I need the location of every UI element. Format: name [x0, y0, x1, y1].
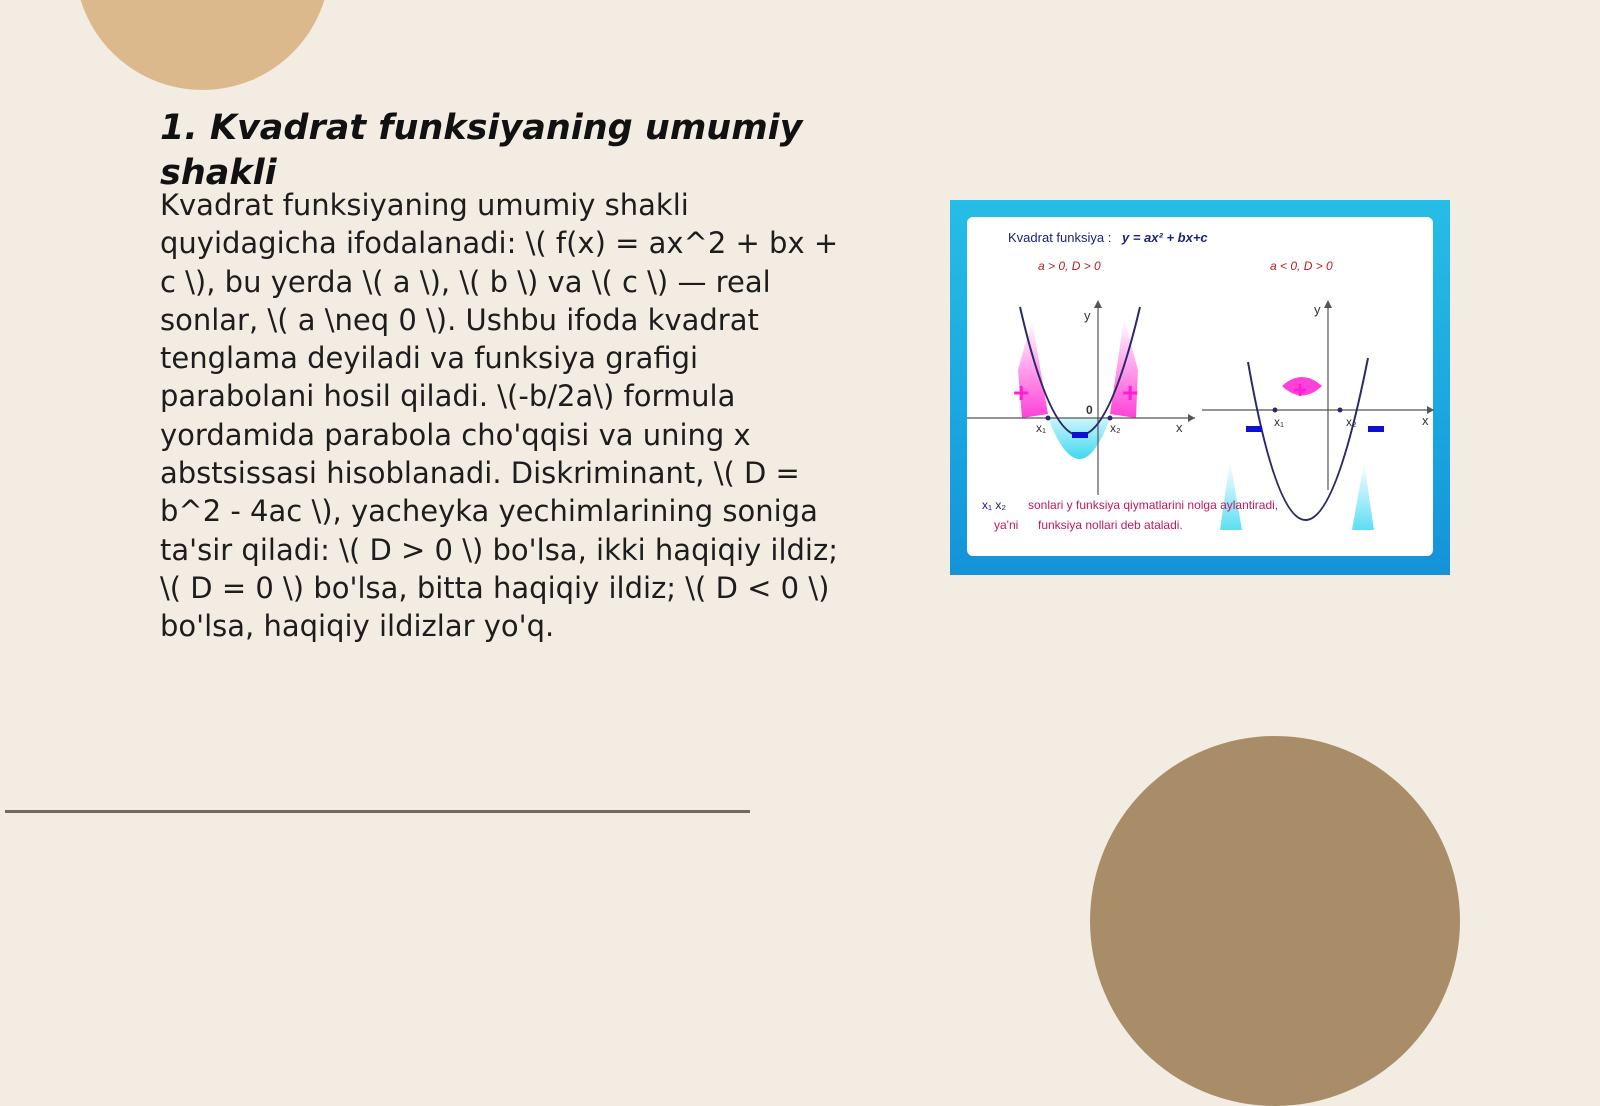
left-x-label: x [1176, 420, 1183, 435]
decorative-circle-bottom [1090, 736, 1460, 1106]
left-root-1-label: x₁ [1036, 421, 1047, 435]
left-root-1-point [1046, 416, 1051, 421]
left-plus-sign-2: + [1122, 377, 1139, 408]
left-root-2-label: x₂ [1110, 421, 1121, 435]
right-x-label: x [1422, 413, 1429, 428]
horizontal-divider [5, 810, 750, 813]
parabola-diagram [950, 200, 1450, 575]
right-condition-label: a < 0, D > 0 [1270, 259, 1333, 273]
left-x-axis-arrow [1188, 414, 1195, 422]
right-root-1-label: x₁ [1274, 415, 1285, 429]
caption-line-2-prefix: ya'ni [994, 518, 1019, 532]
right-minus-sign-2 [1368, 426, 1384, 432]
caption-line-2: funksiya nollari deb ataladi. [1038, 518, 1183, 532]
slide-body-text: Kvadrat funksiyaning umumiy shakli quyidagicha ifodalanadi: \( f(x) = ax^2 + bx + c \), bu yerda \( a \), \( b \) va \( c \) — real sonlar, \( a \neq 0 \). Ushbu ifoda kvadrat tenglama deyiladi va funksiya grafigi parabolani hosil qiladi. \(-b/2a\) formula yordamida parabola cho'qqisi va uning x abstsissasi hisoblanadi. Diskriminant, \( D = b^2 - 4ac \), yacheyka yechimlarining soniga ta'sir qiladi: \( D > 0 \) bo'lsa, ikki haqiqiy ildiz; \( D = 0 \) bo'lsa, bitta haqiqiy ildiz; \( D < 0 \) bo'lsa, haqiqiy ildizlar yo'q. [160, 188, 839, 644]
right-minus-sign-1 [1246, 426, 1262, 432]
right-negative-region-right [1352, 462, 1374, 530]
caption-roots-label: x₁ x₂ [982, 498, 1007, 512]
figure-heading-formula: y = ax² + bx+c [1122, 230, 1208, 245]
slide-title: 1. Kvadrat funksiyaning umumiy shakli [160, 108, 803, 193]
left-minus-sign [1072, 432, 1088, 438]
left-negative-region [1048, 418, 1110, 459]
left-origin-label: 0 [1086, 403, 1093, 417]
caption-line-1: sonlari y funksiya qiymatlarini nolga aylantiradi, [1028, 498, 1279, 512]
left-plus-sign-1: + [1013, 377, 1030, 408]
right-plus-sign: + [1293, 377, 1308, 404]
right-root-2-label: x₂ [1346, 415, 1357, 429]
left-parabola [1020, 307, 1140, 436]
figure-heading: Kvadrat funksiya : [1008, 230, 1112, 245]
right-negative-region-left [1220, 460, 1242, 530]
decorative-circle-top [75, 0, 330, 90]
right-root-1-point [1273, 408, 1278, 413]
right-y-axis-arrow [1324, 300, 1332, 308]
left-y-axis-arrow [1094, 300, 1102, 308]
left-root-2-point [1108, 416, 1113, 421]
right-root-2-point [1338, 408, 1343, 413]
left-condition-label: a > 0, D > 0 [1038, 259, 1101, 273]
right-y-label: y [1314, 302, 1321, 317]
quadratic-function-figure [950, 200, 1450, 575]
left-y-label: y [1084, 308, 1091, 323]
